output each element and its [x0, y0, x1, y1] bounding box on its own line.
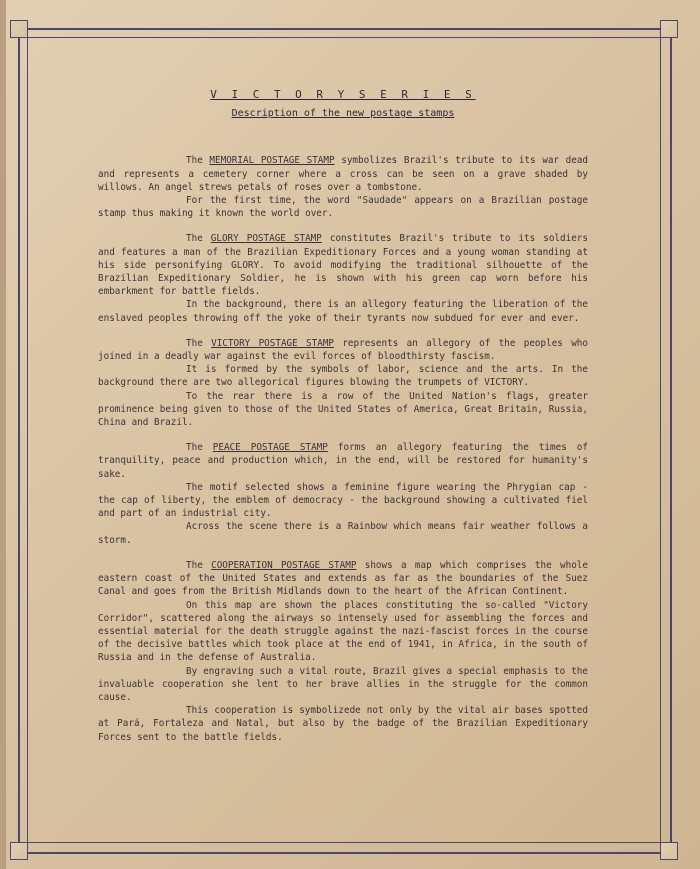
paragraph: The motif selected shows a feminine figure wearing the Phrygian cap - the cap of liberty, the emblem of democracy - the background showing a cultivated fiel and part of an industrial city. — [98, 481, 588, 520]
paragraph: The COOPERATION POSTAGE STAMP shows a map which comprises the whole eastern coast of the United States and extends as far as the boundaries of the Suez Canal and goes from the British Midlands down to the heart of the African Continent. — [98, 559, 588, 598]
paragraph: In the background, there is an allegory featuring the liberation of the enslaved peoples throwing off the yoke of their tyrants now subdued for ever and ever. — [98, 299, 588, 324]
paragraph: The PEACE POSTAGE STAMP forms an allegory featuring the times of tranquility, peace and production which, in the end, will be restored for humanity's sake. — [98, 442, 588, 480]
paragraph: For the first time, the word "Saudade" appears on a Brazilian postage stamp thus making it known the world over. — [98, 195, 588, 220]
stamp-name: PEACE POSTAGE STAMP — [212, 442, 328, 454]
paragraph: The VICTORY POSTAGE STAMP represents an allegory of the peoples who joined in a deadly war against the evil forces of bloodthirsty fascism. — [98, 337, 588, 363]
paragraph: This cooperation is symbolizede not only by the vital air bases spotted at Pará, Fortaleza and Natal, but also by the badge of the Brazilian Expeditionary Forces sent to the battle fields. — [98, 705, 588, 743]
paragraph: On this map are shown the places constituting the so-called "Victory Corridor", scattered along the airways so intensely used for assembling the forces and essential material for the death struggle against the nazi-fascist forces in the course of the decisive battles which took place at the end of 1941, in Africa, in the south of Russia and in the defense of Australia. — [98, 599, 588, 664]
document-subtitle: Description of the new postage stamps — [231, 108, 455, 120]
document-body — [98, 88, 588, 744]
border-corner-top-left — [10, 20, 28, 38]
paragraph: The MEMORIAL POSTAGE STAMP symbolizes Brazil's tribute to its war dead and represents a cemetery corner where a cross can be seen on a grave shaded by willows. An angel strews petals of roses over a tombstone. — [98, 155, 589, 193]
stamp-name: MEMORIAL POSTAGE STAMP — [209, 155, 335, 167]
page-edge — [0, 0, 6, 869]
paragraph: The GLORY POSTAGE STAMP constitutes Brazil's tribute to its soldiers and features a man of the Brazilian Expeditionary Forces and a young woman standing at his side personifying GLORY. To avoid modifying the traditional silhouette of the Brazilian Expeditionary Soldier, he is shown with his green cap worn before his embarkment for battle fields. — [98, 233, 588, 298]
paragraph: It is formed by the symbols of labor, science and the arts. In the background there are two allegorical figures blowing the trumpets of VICTORY. — [98, 364, 588, 389]
stamp-name: COOPERATION POSTAGE STAMP — [211, 559, 357, 571]
stamp-name: GLORY POSTAGE STAMP — [210, 233, 322, 245]
border-corner-bottom-left — [10, 842, 28, 860]
document-title: V I C T O R Y S E R I E S — [210, 88, 476, 101]
stamp-name: VICTORY POSTAGE STAMP — [211, 337, 335, 349]
paragraph: Across the scene there is a Rainbow which means fair weather follows a storm. — [98, 521, 588, 546]
paragraph: To the rear there is a row of the United Nation's flags, greater prominence being given to those of the United States of America, Great Britain, Russia, China and Brazil. — [98, 390, 588, 429]
border-corner-top-right — [660, 20, 678, 38]
border-corner-bottom-right — [660, 842, 678, 860]
paragraph: By engraving such a vital route, Brazil gives a special emphasis to the invaluable cooperation she lent to her brave allies in the struggle for the common cause. — [98, 665, 588, 703]
